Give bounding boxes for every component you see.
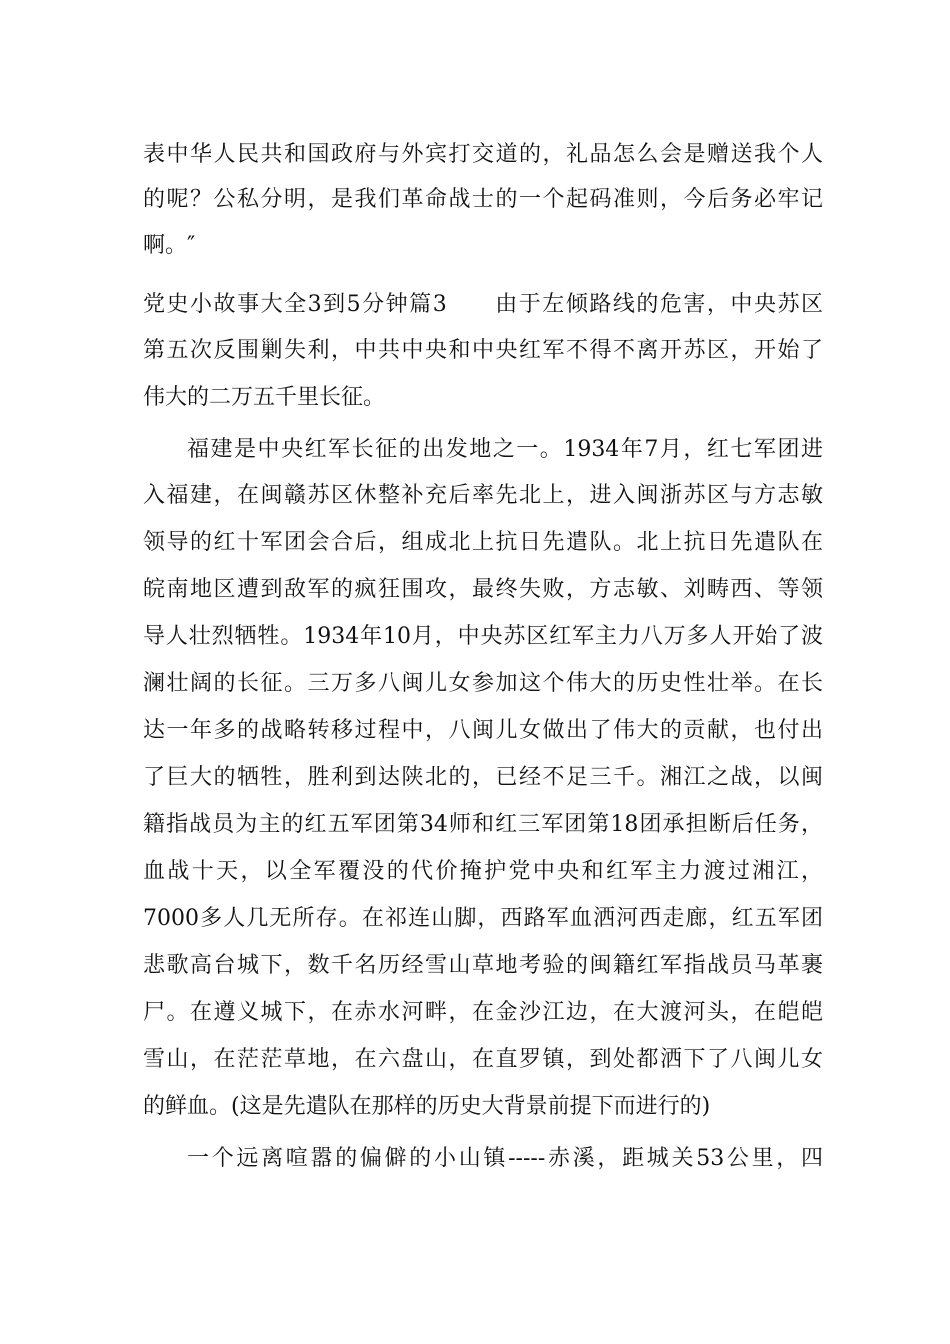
- text-line: 伟大的二万五千里长征。: [143, 385, 386, 410]
- text-line: 第五次反围剿失利，中共中央和中央红军不得不离开苏区，开始了: [143, 338, 823, 363]
- text-line: 血战十天，以全军覆没的代价掩护党中央和红军主力渡过湘江，: [143, 859, 823, 884]
- text-line: 了巨大的牺牲，胜利到达陕北的，已经不足三千。湘江之战，以闽: [143, 765, 823, 790]
- text-line: 雪山，在茫茫草地，在六盘山，在直罗镇，到处都洒下了八闽儿女: [143, 1047, 823, 1072]
- text-line: 的呢？公私分明，是我们革命战士的一个起码准则，今后务必牢记: [143, 187, 823, 212]
- text-line: 表中华人民共和国政府与外宾打交道的，礼品怎么会是赠送我个人: [143, 142, 823, 167]
- text-line: 澜壮阔的长征。三万多八闽儿女参加这个伟大的历史性壮举。在长: [143, 671, 823, 696]
- text-line: 皖南地区遭到敌军的疯狂围攻，最终失败，方志敏、刘畴西、等领: [143, 577, 823, 602]
- paragraph-first-line: 一个远离喧嚣的偏僻的小山镇-----赤溪，距城关53公里，四: [187, 1146, 823, 1171]
- paragraph-first-line: 福建是中央红军长征的出发地之一。1934年7月，红七军团进: [187, 437, 823, 462]
- text-line: 籍指战员为主的红五军团第34师和红三军团第18团承担断后任务，: [143, 812, 823, 837]
- text-line: 啊。″: [143, 233, 196, 258]
- text-line: 入福建，在闽赣苏区休整补充后率先北上，进入闽浙苏区与方志敏: [143, 483, 823, 508]
- text-line: 的鲜血。(这是先遣队在那样的历史大背景前提下而进行的): [143, 1094, 711, 1119]
- text-line: 悲歌高台城下，数千名历经雪山草地考验的闽籍红军指战员马革裹: [143, 953, 823, 978]
- text-line: 领导的红十军团会合后，组成北上抗日先遣队。北上抗日先遣队在: [143, 530, 823, 555]
- section-heading-line: 党史小故事大全3到5分钟篇3 由于左倾路线的危害，中央苏区: [143, 292, 823, 317]
- text-line: 导人壮烈牺牲。1934年10月，中央苏区红军主力八万多人开始了波: [143, 624, 823, 649]
- text-line: 7000多人几无所存。在祁连山脚，西路军血洒河西走廊，红五军团: [143, 906, 823, 931]
- text-line: 达一年多的战略转移过程中，八闽儿女做出了伟大的贡献，也付出: [143, 718, 823, 743]
- text-line: 尸。在遵义城下，在赤水河畔，在金沙江边，在大渡河头，在皑皑: [143, 1000, 823, 1025]
